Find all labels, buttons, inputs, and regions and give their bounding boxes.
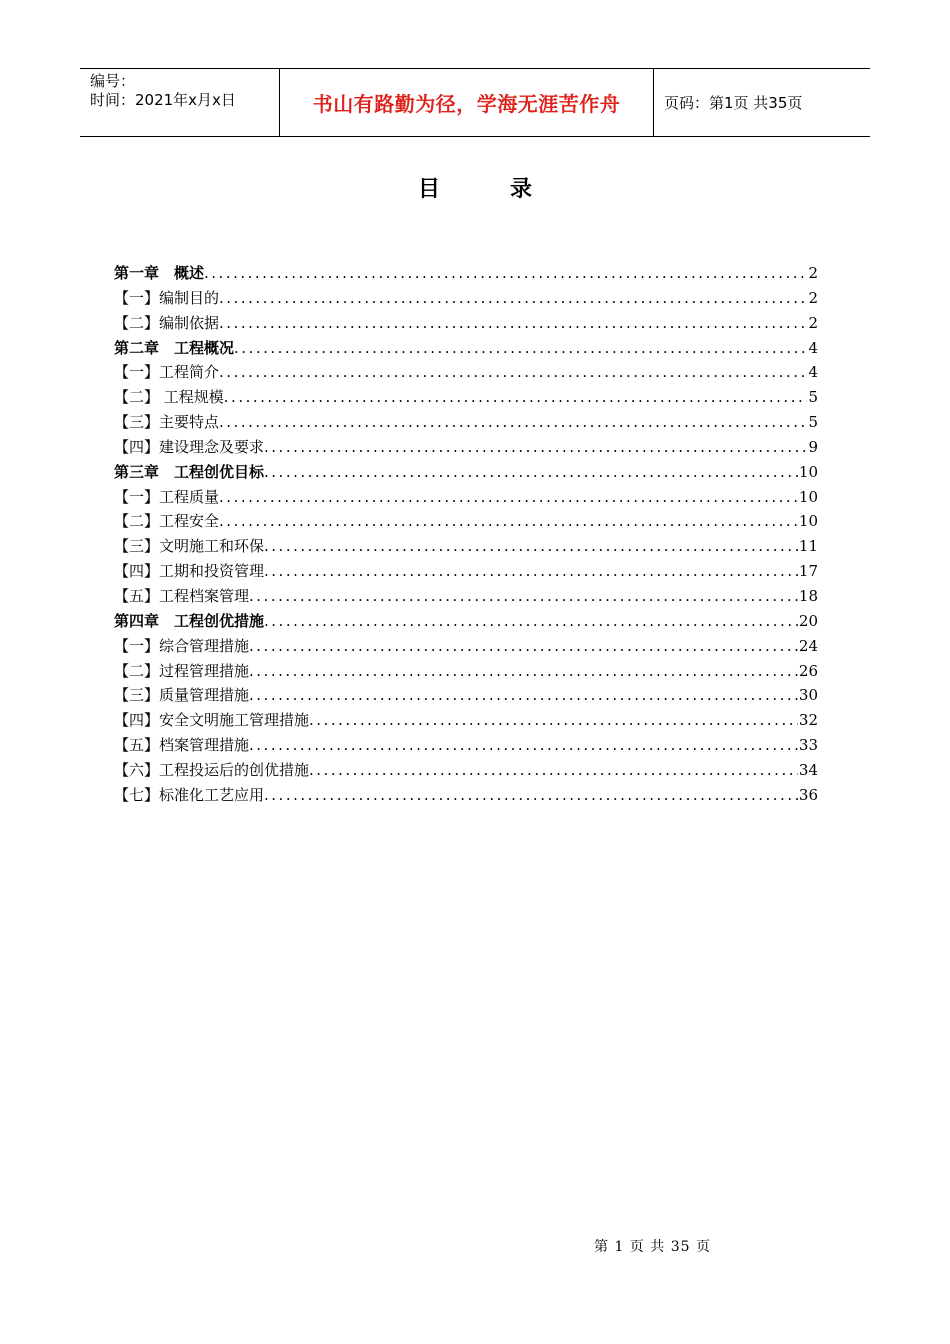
toc-leader-dots (224, 388, 808, 406)
toc-entry-page: 9 (808, 437, 818, 456)
toc-chapter-entry[interactable] (114, 610, 818, 635)
toc-leader-dots (264, 463, 798, 481)
toc-leader-dots (249, 637, 798, 655)
toc-leader-dots (219, 512, 798, 530)
toc-entry-label: 【一】工程质量 (114, 487, 220, 506)
toc-leader-dots (264, 786, 798, 804)
toc-entry-page: 4 (808, 338, 818, 357)
toc-entry-page: 20 (798, 611, 818, 630)
toc-entry-label: 【二】 工程规模 (114, 388, 224, 407)
toc-entry-label: 【二】工程安全 (114, 512, 220, 531)
toc-section-entry[interactable] (114, 560, 818, 585)
toc-leader-dots (219, 413, 807, 431)
toc-entry-page: 34 (798, 760, 818, 779)
toc-leader-dots (264, 537, 798, 555)
toc-entry-label: 【四】建设理念及要求 (114, 437, 265, 456)
toc-entry-page: 5 (808, 388, 818, 407)
toc-section-entry[interactable] (114, 436, 818, 461)
toc-entry-label: 【三】质量管理措施 (114, 686, 250, 705)
toc-entry-page: 2 (808, 288, 818, 307)
toc-leader-dots (219, 363, 807, 381)
toc-entry-label: 【一】编制目的 (114, 288, 220, 307)
toc-entry-label: 【七】标准化工艺应用 (114, 785, 265, 804)
toc-leader-dots (264, 612, 798, 630)
toc-section-entry[interactable] (114, 709, 818, 734)
toc-entry-page: 2 (808, 313, 818, 332)
toc-entry-label: 【四】安全文明施工管理措施 (114, 711, 310, 730)
toc-leader-dots (249, 736, 798, 754)
toc-entry-page: 32 (798, 711, 818, 730)
toc-section-entry[interactable] (114, 312, 818, 337)
toc-entry-page: 33 (798, 736, 818, 755)
toc-chapter-entry[interactable] (114, 461, 818, 486)
toc-entry-page: 17 (798, 562, 818, 581)
time-label: 时间：2021年x月x日 (90, 91, 236, 109)
toc-entry-page: 26 (798, 661, 818, 680)
toc-leader-dots (219, 488, 798, 506)
toc-entry-page: 24 (798, 636, 818, 655)
toc-entry-label: 【四】工期和投资管理 (114, 562, 265, 581)
toc-entry-page: 5 (808, 413, 818, 432)
toc-section-entry[interactable] (114, 660, 818, 685)
toc-entry-page: 36 (798, 785, 818, 804)
toc-leader-dots (264, 562, 798, 580)
toc-entry-label: 【一】综合管理措施 (114, 636, 250, 655)
toc-entry-label: 第二章 工程概况 (114, 338, 235, 357)
toc-entry-page: 4 (808, 363, 818, 382)
toc-entry-label: 第三章 工程创优目标 (114, 462, 265, 481)
toc-entry-page: 2 (808, 264, 818, 282)
toc-leader-dots (309, 761, 798, 779)
toc-entry-page: 10 (798, 462, 818, 481)
toc-chapter-entry[interactable] (114, 337, 818, 362)
toc-leader-dots (249, 587, 798, 605)
toc-leader-dots (309, 711, 798, 729)
toc-entry-label: 【五】档案管理措施 (114, 736, 250, 755)
toc-chapter-entry[interactable] (114, 262, 818, 287)
toc-section-entry[interactable] (114, 411, 818, 436)
toc-entry-label: 【五】工程档案管理 (114, 586, 250, 605)
toc-section-entry[interactable] (114, 585, 818, 610)
toc-entry-label: 【三】主要特点 (114, 413, 220, 432)
table-of-contents (114, 262, 818, 809)
header-page-info: 页码：第1页 共35页 (664, 94, 803, 112)
toc-section-entry[interactable] (114, 734, 818, 759)
page-header (80, 68, 870, 137)
header-meta (80, 69, 280, 136)
number-label: 编号： (90, 72, 136, 90)
toc-entry-label: 【一】工程简介 (114, 363, 220, 382)
toc-entry-page: 30 (798, 686, 818, 705)
toc-entry-page: 18 (798, 586, 818, 605)
toc-leader-dots (234, 339, 807, 357)
toc-entry-page: 10 (798, 487, 818, 506)
toc-section-entry[interactable] (114, 386, 818, 411)
toc-entry-label: 第一章 概述 (114, 264, 205, 282)
toc-section-entry[interactable] (114, 287, 818, 312)
toc-entry-label: 【六】工程投运后的创优措施 (114, 760, 310, 779)
toc-entry-page: 10 (798, 512, 818, 531)
toc-leader-dots (219, 314, 807, 332)
toc-entry-page: 11 (798, 537, 818, 556)
toc-section-entry[interactable] (114, 784, 818, 809)
toc-section-entry[interactable] (114, 759, 818, 784)
toc-section-entry[interactable] (114, 684, 818, 709)
toc-section-entry[interactable] (114, 510, 818, 535)
toc-section-entry[interactable] (114, 635, 818, 660)
toc-section-entry[interactable] (114, 361, 818, 386)
toc-leader-dots (249, 662, 798, 680)
page-title: 目录 (417, 177, 602, 202)
toc-entry-label: 【二】编制依据 (114, 313, 220, 332)
toc-leader-dots (264, 438, 807, 456)
toc-leader-dots (204, 264, 807, 282)
toc-entry-label: 第四章 工程创优措施 (114, 611, 265, 630)
header-motto: 书山有路勤为径，学海无涯苦作舟 (280, 69, 654, 136)
page-footer: 第 1 页 共 35 页 (594, 1239, 711, 1255)
toc-section-entry[interactable] (114, 535, 818, 560)
toc-entry-label: 【三】文明施工和环保 (114, 537, 265, 556)
toc-leader-dots (219, 289, 807, 307)
toc-leader-dots (249, 686, 798, 704)
toc-entry-label: 【二】过程管理措施 (114, 661, 250, 680)
toc-section-entry[interactable] (114, 486, 818, 511)
